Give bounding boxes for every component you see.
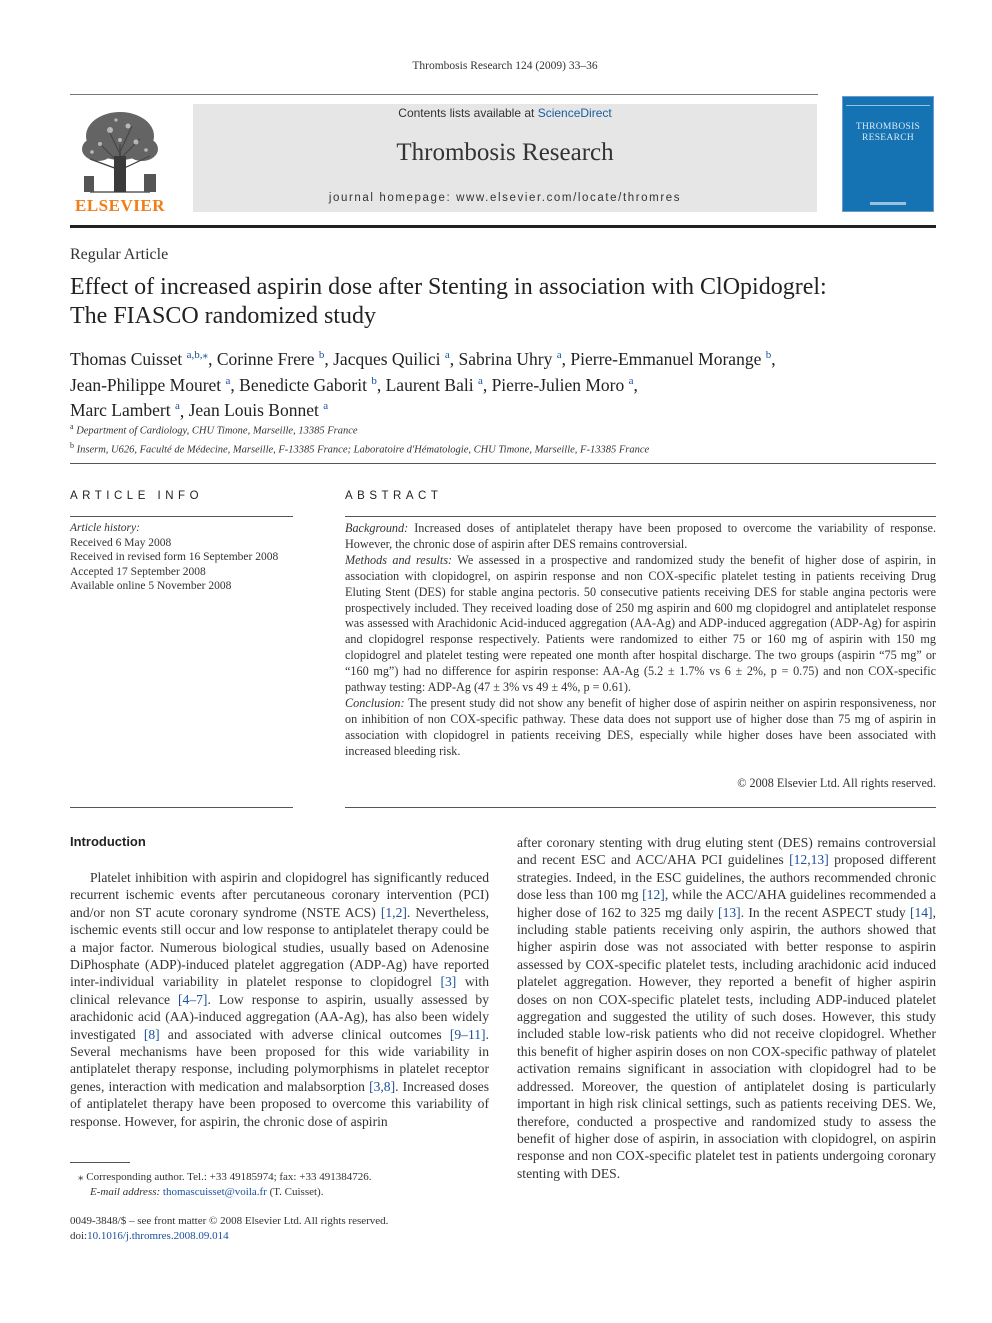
citation-link[interactable]: [14] bbox=[909, 904, 933, 920]
citation-link[interactable]: [13] bbox=[718, 904, 741, 920]
section-rule bbox=[70, 463, 936, 464]
contents-line bbox=[193, 106, 817, 120]
affiliations bbox=[70, 420, 936, 457]
author[interactable]: Jean Louis Bonnet $^a$ bbox=[188, 400, 329, 421]
doi-link[interactable]: 10.1016/j.thromres.2008.09.014 bbox=[87, 1230, 229, 1242]
author[interactable]: Pierre-Emmanuel Morange $^b$ bbox=[570, 348, 772, 369]
author[interactable]: Laurent Bali $^a$ bbox=[385, 374, 483, 395]
author[interactable]: Corinne Frere $^b$ bbox=[216, 348, 325, 369]
cover-title-line2: RESEARCH bbox=[861, 133, 915, 143]
intro-paragraph-1: Platelet inhibition with aspirin and clopidogrel has significantly reduced recurrent ischemic events after percutaneous coronary intervention (PCI) and/or non ST acute coronary syndrome (NSTE ACS) [1,2]. Nevertheless, ischemic events still occur and low response to antiplatelet therapy could be a major factor. Numerous biological studies, usually based on Adenosine DiPhosphate (ADP)-induced platelet aggregation (ADP-Ag) have reported inter-individual variability in platelet response to clopidogrel [3] with clinical relevance [4–7]. Low response to aspirin, usually assessed by arachidonic acid (AA)-induced aggregation (AA-Ag), has also been widely investigated [8] and associated with adverse clinical outcomes [9–11]. Several mechanisms have been proposed for this wide variability in antiplatelet therapy response, including polymorphisms in platelet receptor genes, interaction with medication and malabsorption [3,8]. Increased doses of antiplatelet therapy have been proposed to overcome this variability of response. However, for aspirin, the chronic dose of aspirin bbox=[70, 870, 490, 1129]
abstract-conclusion: Conclusion: The present study did not show any benefit of higher dose of aspirin neither on aspirin responsiveness, nor on inhibition of non COX-specific pathway. These data does not support use of higher dose than 75 mg of aspirin in association with clopidogrel in patients receiving DES, especially while higher doses have been associated with increased bleeding risk. bbox=[345, 695, 937, 758]
affiliation-a: $^a$ Department of Cardiology, CHU Timone, Marseille, 13385 France bbox=[70, 422, 358, 437]
article-history bbox=[70, 521, 293, 594]
article-info-rule-bottom bbox=[70, 807, 293, 808]
citation-link[interactable]: [12,13] bbox=[789, 852, 829, 868]
author[interactable]: Thomas Cuisset $^{a,b,⁎}$ bbox=[70, 348, 209, 369]
author[interactable]: Benedicte Gaborit $^b$ bbox=[239, 374, 377, 395]
received-date: Received 6 May 2008 bbox=[70, 536, 172, 549]
author[interactable]: Sabrina Uhry $^a$ bbox=[458, 348, 562, 369]
abstract-heading: ABSTRACT bbox=[345, 490, 443, 502]
issn-line: 0049-3848/$ – see front matter © 2008 Elsevier Ltd. All rights reserved. bbox=[70, 1215, 389, 1227]
journal-cover-thumbnail bbox=[842, 96, 934, 212]
author[interactable]: Jean-Philippe Mouret $^a$ bbox=[70, 374, 231, 395]
abstract-methods: Methods and results: We assessed in a prospective and randomized study the benefit of higher dose of aspirin, in association with clopidogrel, on aspirin response and non COX-specific platelet testing in patients receiving Drug Eluting Stent (DES) for stable angina pectoris. 50 consecutive patients receiving DES for stable angina pectoris were prospectively included. They received loading dose of 250 mg aspirin and 600 mg clopidogrel and antiplatelet response was assessed with Arachidonic Acid-induced aggregation (AA-Ag) and ADP-induced aggregation (ADP-Ag) for aspirin and clopidogrel response respectively. Patients were randomized to either 75 or 160 mg of aspirin with 150 mg clopidogrel and platelet testing were repeated one month after hospital discharge. The two groups (aspirin “75 mg” or “160 mg”) had no difference for aspirin response: AA-Ag (5.2 ± 1.7% vs 6 ± 2%, p = 0.75) and non COX-specific pathway testing: ADP-Ag (47 ± 3% vs 49 ± 4%, p = 0.61). bbox=[345, 552, 936, 695]
author[interactable]: Jacques Quilici $^a$ bbox=[333, 348, 450, 369]
citation-link[interactable]: [4–7] bbox=[178, 991, 208, 1007]
online-date: Available online 5 November 2008 bbox=[70, 580, 232, 592]
contents-prefix: Contents lists available at bbox=[398, 106, 538, 120]
footnote-rule bbox=[70, 1162, 130, 1163]
cover-header-strip bbox=[846, 99, 930, 106]
abstract-background: Background: Increased doses of antiplatelet therapy have been proposed to overcome the variability of response. However, the chronic dose of aspirin after DES remains controversial. bbox=[345, 521, 936, 551]
accepted-date: Accepted 17 September 2008 bbox=[70, 565, 206, 578]
journal-homepage[interactable]: journal homepage: www.elsevier.com/locate/thromres bbox=[328, 192, 682, 204]
front-matter bbox=[70, 1214, 489, 1244]
article-info-rule-top bbox=[70, 516, 293, 517]
revised-date: Received in revised form 16 September 2008 bbox=[70, 551, 279, 563]
citation-link[interactable]: [3] bbox=[440, 974, 457, 990]
citation-link[interactable]: [8] bbox=[143, 1026, 160, 1042]
elsevier-wordmark: ELSEVIER bbox=[75, 196, 165, 215]
cover-title bbox=[842, 122, 934, 144]
header-thick-rule bbox=[70, 225, 936, 228]
citation-link[interactable]: [1,2] bbox=[380, 904, 407, 920]
journal-name: Thrombosis Research bbox=[396, 139, 614, 166]
abstract-copyright: © 2008 Elsevier Ltd. All rights reserved. bbox=[737, 776, 936, 790]
sciencedirect-link[interactable]: ScienceDirect bbox=[537, 106, 612, 120]
citation-link[interactable]: [9–11] bbox=[449, 1026, 486, 1042]
footnote-email-line: E-mail address: thomascuisset@voila.fr (T. Cuisset). bbox=[90, 1186, 324, 1198]
author[interactable]: Pierre-Julien Moro $^a$ bbox=[491, 374, 634, 395]
abstract-rule-top bbox=[345, 516, 936, 517]
header-rule bbox=[70, 94, 818, 95]
footnote-contact: ⁎ Corresponding author. Tel.: +33 49185974; fax: +33 491384726. bbox=[78, 1171, 372, 1183]
article-title bbox=[70, 273, 936, 331]
history-label: Article history: bbox=[70, 522, 140, 534]
article-info-heading: ARTICLE INFO bbox=[70, 490, 204, 502]
citation-link[interactable]: [3,8] bbox=[369, 1078, 396, 1094]
body-column-left bbox=[70, 869, 489, 1130]
doi-line: doi:10.1016/j.thromres.2008.09.014 bbox=[70, 1230, 229, 1242]
introduction-heading: Introduction bbox=[70, 834, 146, 849]
corresponding-author-footnote bbox=[70, 1170, 489, 1200]
affiliation-b: $^b$ Inserm, U626, Faculté de Médecine, Marseille, F-13385 France; Laboratoire d'Hématologie, CHU Timone, Marseille, F-13385 France bbox=[70, 440, 650, 455]
article-type: Regular Article bbox=[70, 246, 169, 263]
running-head: Thrombosis Research 124 (2009) 33–36 bbox=[412, 60, 598, 72]
intro-paragraph-2: after coronary stenting with drug eluting stent (DES) remains controversial and recent ESC and ACC/AHA PCI guidelines [12,13] proposed different strategies. Indeed, in the ESC guidelines, the authors recommended chronic dose less than 100 mg [12], while the ACC/AHA guidelines recommended a higher dose of 162 to 325 mg daily [13]. In the recent ASPECT study [14], including stable patients receiving only aspirin, the authors showed that higher aspirin dose was not associated with better response to aspirin assessed by COX-specific platelet tests, including arachidonic acid induced platelet aggregation. However, they reported a benefit of higher aspirin doses on non COX-specific platelet tests, including ADP-induced platelet aggregation and suggested the utility of such doses. However, this study included stable low-risk patients who did not receive clopidogrel. Whether this benefit of higher aspirin doses on non COX-specific pathway of platelet activation remains significant in association with clopidogrel had to be addressed. Moreover, the question of antiplatelet dosing is particularly important in high risk clinical settings, such as patients receiving DES. We, therefore, conducted a prospective and randomized study to assess the benefit of higher dose of aspirin, in association with clopidogrel, on aspirin response and non COX-specific platelet test in patients undergoing coronary stenting with DES. bbox=[517, 835, 937, 1181]
cover-publisher-mark bbox=[870, 202, 906, 205]
abstract-body bbox=[345, 521, 936, 760]
email-link[interactable]: thomascuisset@voila.fr bbox=[162, 1186, 267, 1198]
title-line-2: The FIASCO randomized study bbox=[70, 303, 376, 329]
title-line-1: Effect of increased aspirin dose after Stenting in association with ClOpidogrel: bbox=[70, 274, 827, 300]
cover-title-line1: THROMBOSIS bbox=[855, 122, 921, 132]
citation-link[interactable]: [12] bbox=[642, 887, 665, 903]
body-column-right bbox=[517, 834, 936, 1182]
author-list: Thomas Cuisset $^{a,b,⁎}$, Corinne Frere $^b$, Jacques Quilici $^a$, Sabrina Uhry $^a$, Pierre-Emmanuel Morange $^b$, Jean-Philippe Mouret $^a$, Benedicte Gaborit $^b$, Laurent Bali $^a$, Pierre-Julien Moro $^a$, Marc Lambert $^a$, Jean Louis Bonnet $^a$ bbox=[70, 348, 776, 421]
author[interactable]: Marc Lambert $^a$ bbox=[70, 400, 180, 421]
abstract-rule-bottom bbox=[345, 807, 936, 808]
